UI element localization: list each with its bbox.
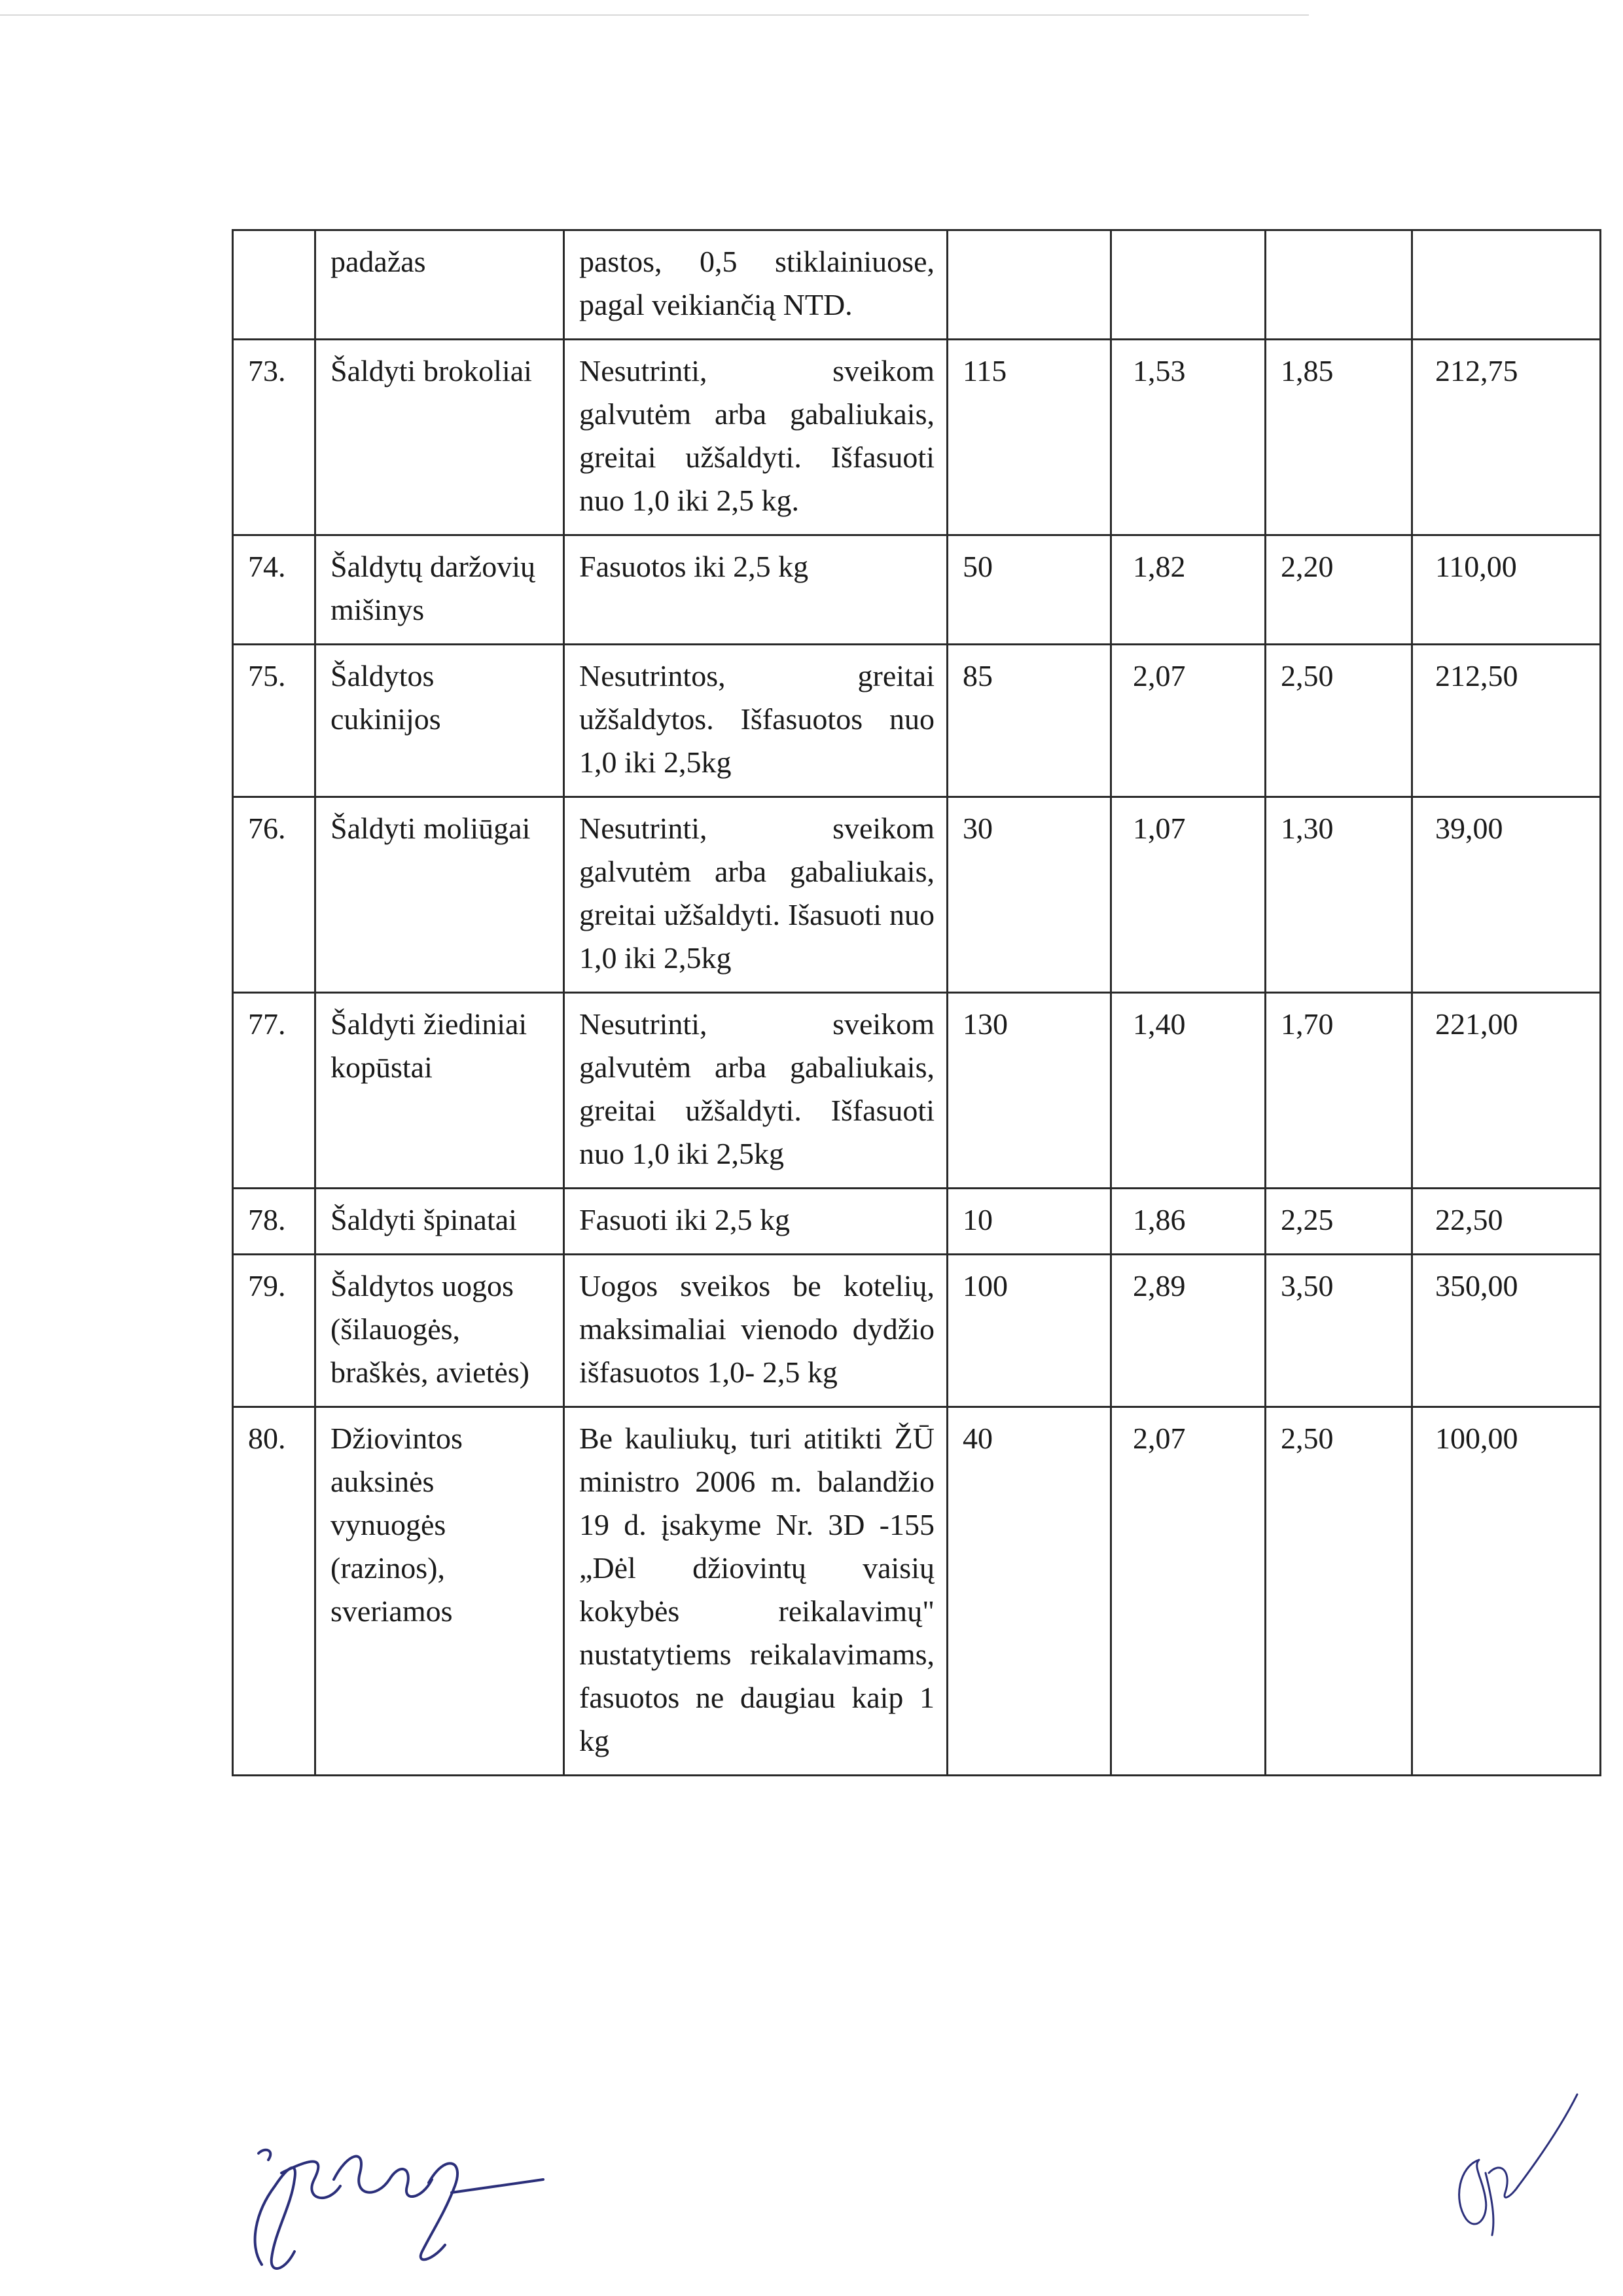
cell-num [233,230,315,340]
cell-num: 79. [233,1255,315,1407]
signature-stroke [452,2179,543,2193]
cell-price: 1,82 [1111,535,1266,645]
signature-left [236,2134,550,2278]
procurement-table [232,229,1601,1776]
cell-total: 100,00 [1412,1407,1601,1776]
cell-description: Uogos sveikos be kotelių, maksimaliai vienodo dydžio išfasuotos 1,0- 2,5 kg [564,1255,948,1407]
table-row [233,535,1601,645]
cell-num: 78. [233,1189,315,1255]
cell-qty: 50 [948,535,1111,645]
cell-total: 110,00 [1412,535,1601,645]
cell-total [1412,230,1601,340]
cell-description: Nesutrinti, sveikom galvutėm arba gabaliukais, greitai užšaldyti. Išfasuoti nuo 1,0 iki 2,5 kg. [564,340,948,535]
cell-description: pastos, 0,5 stiklainiuose, pagal veikiančią NTD. [564,230,948,340]
table-row [233,1407,1601,1776]
signature-stroke [255,2168,295,2269]
cell-num: 73. [233,340,315,535]
cell-description: Nesutrinti, sveikom galvutėm arba gabaliukais, greitai užšaldyti. Išasuoti nuo 1,0 iki 2,5kg [564,797,948,993]
cell-description: Fasuotos iki 2,5 kg [564,535,948,645]
cell-price-vat: 2,50 [1266,645,1412,797]
cell-price: 1,86 [1111,1189,1266,1255]
cell-qty: 100 [948,1255,1111,1407]
cell-num: 76. [233,797,315,993]
cell-name: Šaldytų daržovių mišinys [315,535,564,645]
cell-total: 350,00 [1412,1255,1601,1407]
signature-stroke [259,2150,270,2160]
cell-name: Šaldyti špinatai [315,1189,564,1255]
cell-price-vat: 1,30 [1266,797,1412,993]
cell-qty: 40 [948,1407,1111,1776]
cell-price: 1,40 [1111,993,1266,1189]
cell-description: Nesutrinti, sveikom galvutėm arba gabaliukais, greitai užšaldyti. Išfasuoti nuo 1,0 iki 2,5kg [564,993,948,1189]
table-row [233,340,1601,535]
cell-qty: 130 [948,993,1111,1189]
cell-num: 74. [233,535,315,645]
cell-price: 2,07 [1111,645,1266,797]
signature-stroke [1518,2094,1577,2186]
signature-stroke [421,2163,457,2259]
table-row [233,993,1601,1189]
cell-num: 77. [233,993,315,1189]
cell-price-vat [1266,230,1412,340]
cell-total: 39,00 [1412,797,1601,993]
cell-name: padažas [315,230,564,340]
cell-price-vat: 2,20 [1266,535,1412,645]
table-row [233,797,1601,993]
cell-name: Šaldyti moliūgai [315,797,564,993]
cell-name: Šaldyti brokoliai [315,340,564,535]
cell-num: 75. [233,645,315,797]
cell-price-vat: 2,25 [1266,1189,1412,1255]
cell-price-vat: 3,50 [1266,1255,1412,1407]
cell-qty: 30 [948,797,1111,993]
scan-edge-line [0,14,1309,16]
cell-name: Džiovintos auksinės vynuogės (razinos), sveriamos [315,1407,564,1776]
cell-price-vat: 2,50 [1266,1407,1412,1776]
cell-total: 212,75 [1412,340,1601,535]
cell-price-vat: 1,85 [1266,340,1412,535]
cell-total: 22,50 [1412,1189,1601,1255]
cell-qty: 85 [948,645,1111,797]
cell-price: 1,07 [1111,797,1266,993]
signature-stroke [1459,2160,1486,2224]
cell-price: 2,89 [1111,1255,1266,1407]
cell-description: Be kauliukų, turi atitikti ŽŪ ministro 2006 m. balandžio 19 d. įsakyme Nr. 3D -155 „Dėl džiovintų vaisių kokybės reikalavimų" nustatytiems reikalavimams, fasuotos ne daugiau kaip 1 kg [564,1407,948,1776]
table-row [233,645,1601,797]
cell-price-vat: 1,70 [1266,993,1412,1189]
cell-price: 2,07 [1111,1407,1266,1776]
cell-qty: 10 [948,1189,1111,1255]
table-row [233,1255,1601,1407]
signature-stroke [334,2157,432,2197]
signature-right [1440,2088,1584,2238]
cell-qty [948,230,1111,340]
table-row [233,1189,1601,1255]
cell-name: Šaldytos uogos (šilauogės, braškės, avietės) [315,1255,564,1407]
cell-description: Fasuoti iki 2,5 kg [564,1189,948,1255]
cell-description: Nesutrintos, greitai užšaldytos. Išfasuotos nuo 1,0 iki 2,5kg [564,645,948,797]
cell-total: 212,50 [1412,645,1601,797]
cell-name: Šaldytos cukinijos [315,645,564,797]
cell-name: Šaldyti žiediniai kopūstai [315,993,564,1189]
cell-qty: 115 [948,340,1111,535]
cell-price [1111,230,1266,340]
signature-stroke [1489,2168,1518,2197]
cell-num: 80. [233,1407,315,1776]
cell-total: 221,00 [1412,993,1601,1189]
table-row-continuation [233,230,1601,340]
cell-price: 1,53 [1111,340,1266,535]
